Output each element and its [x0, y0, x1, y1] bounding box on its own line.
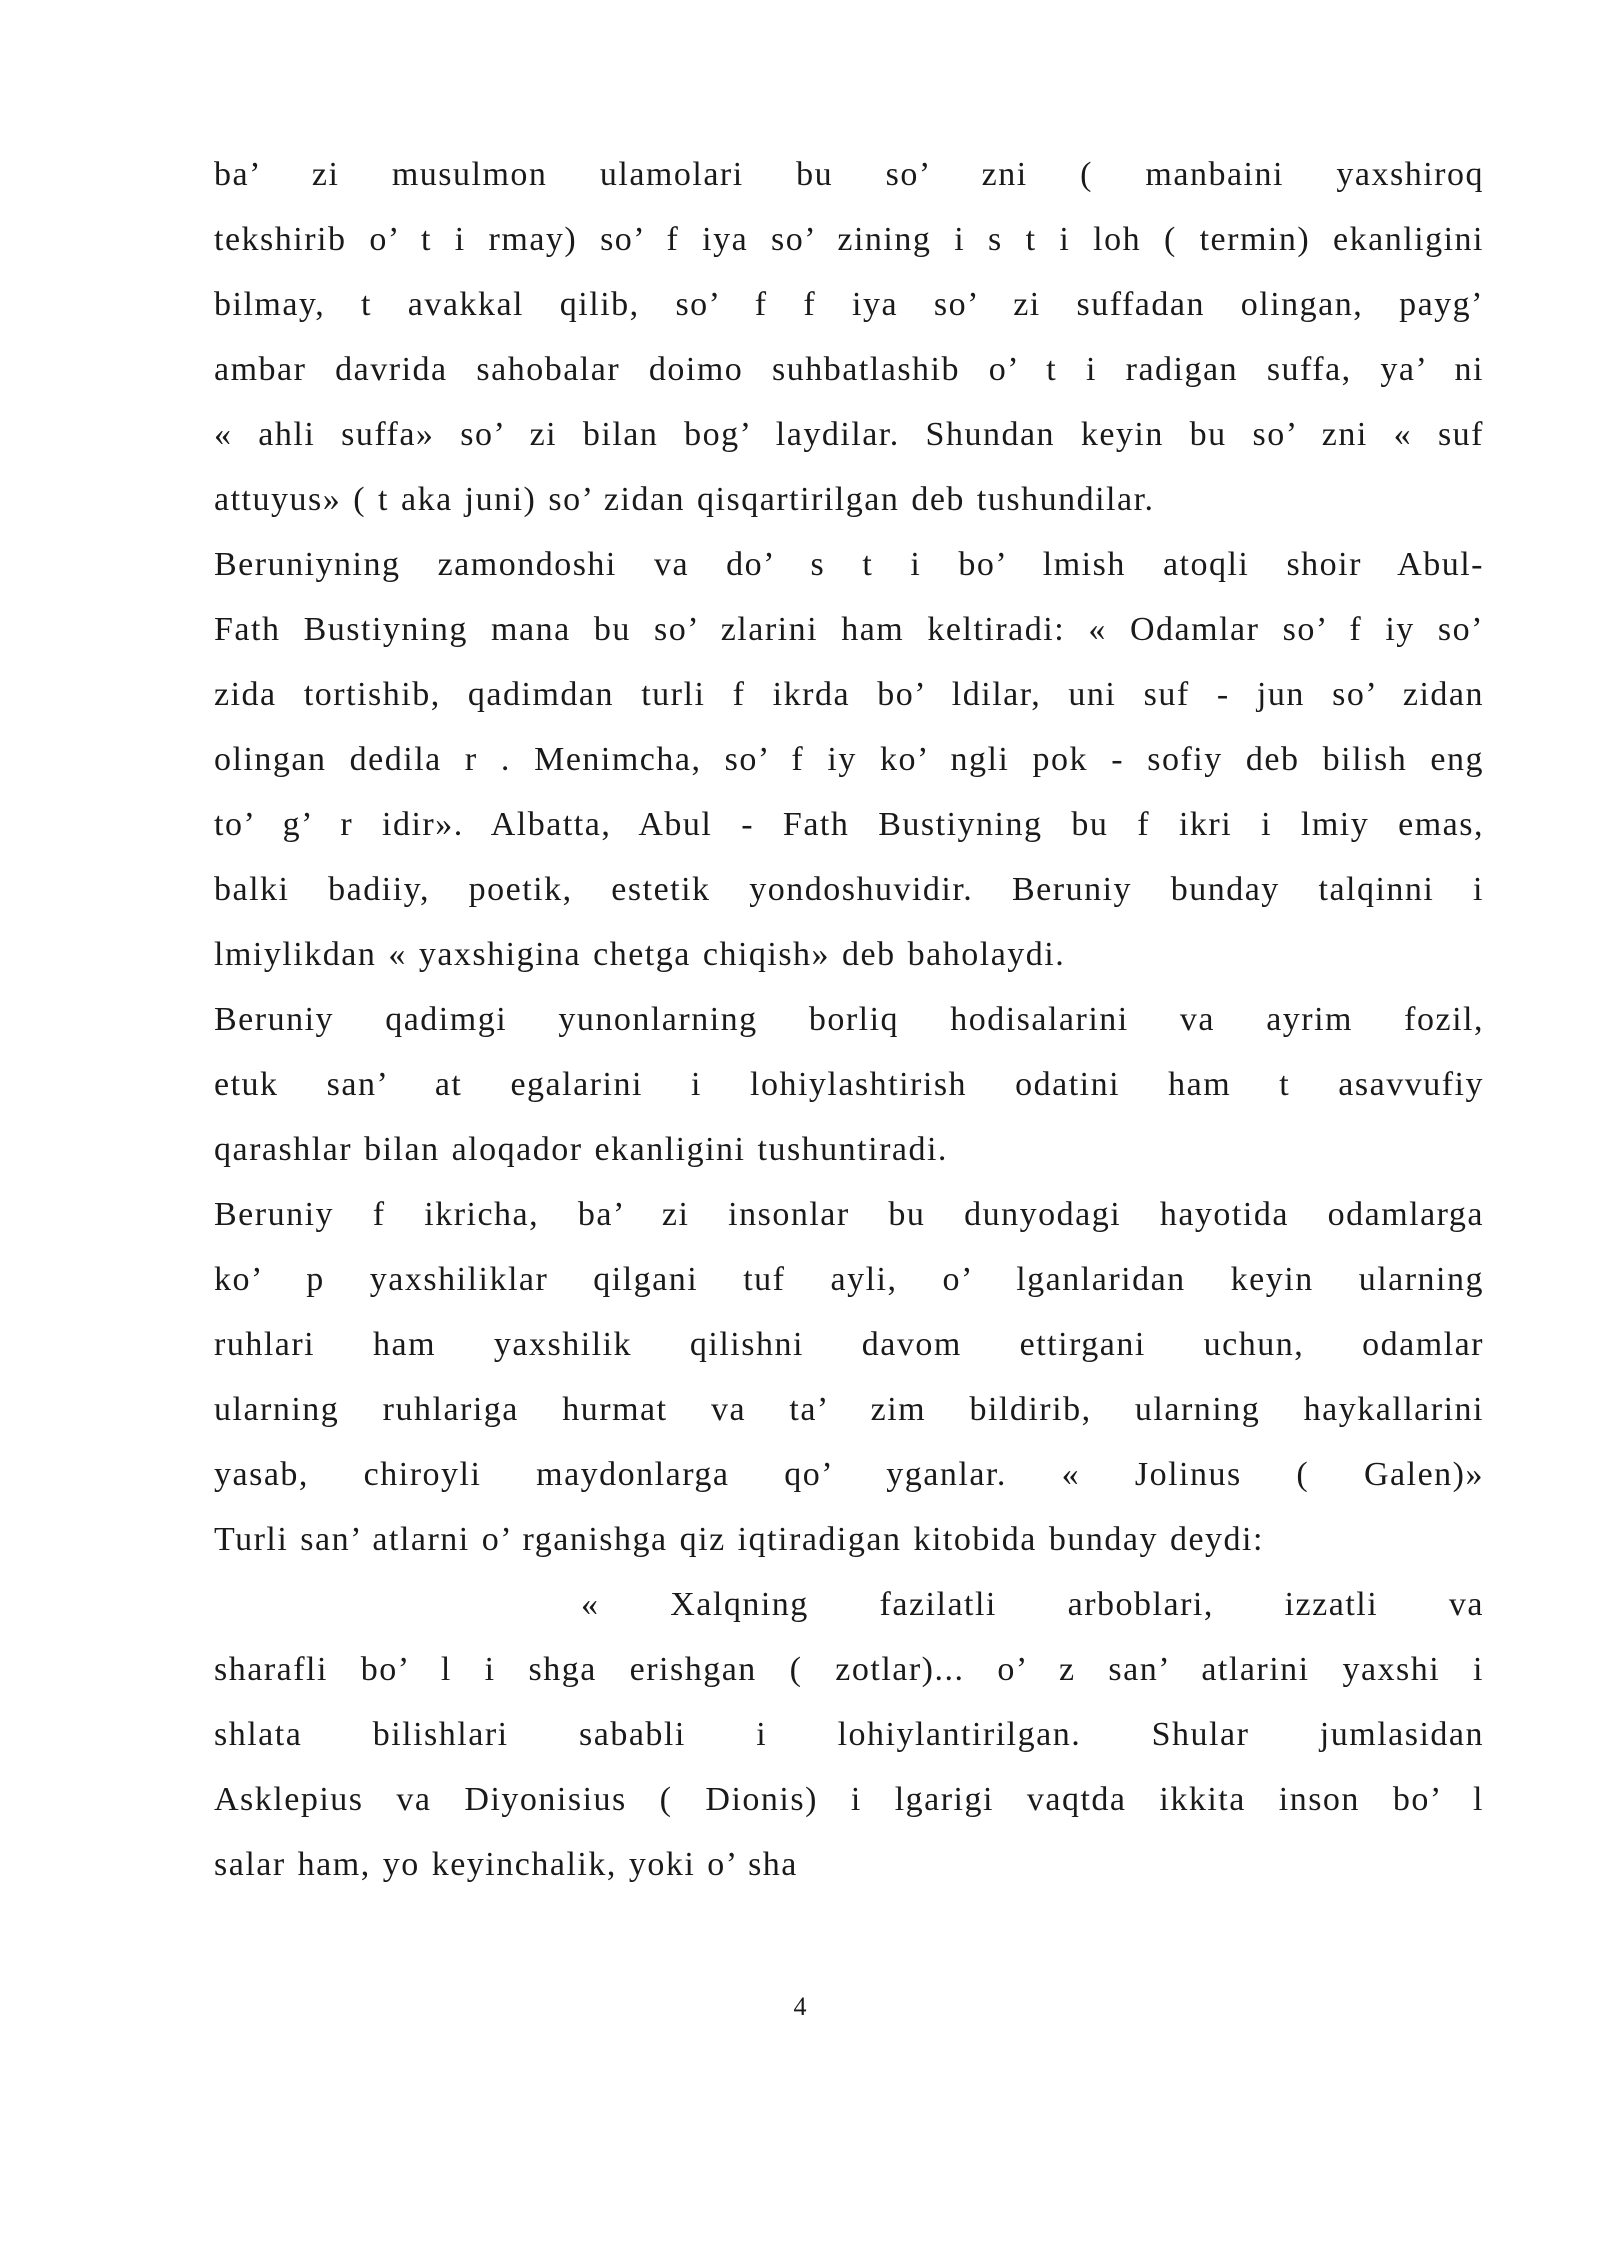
- text-line: zida tortishib, qadimdan turli f ikrda bo’ ldilar, uni suf - jun so’ zidan: [214, 676, 1484, 713]
- text-line: Turli san’ atlarni o’ rganishga qiz iqtiradigan kitobida bunday deydi:: [214, 1521, 1264, 1558]
- text-line: Beruniy f ikricha, ba’ zi insonlar bu dunyodagi hayotida odamlarga: [214, 1196, 1484, 1233]
- text-line: Beruniyning zamondoshi va do’ s t i bo’ lmish atoqli shoir Abul-: [214, 546, 1484, 583]
- text-line: yasab, chiroyli maydonlarga qo’ yganlar. « Jolinus ( Galen)»: [214, 1456, 1484, 1493]
- text-line: ruhlari ham yaxshilik qilishni davom ettirgani uchun, odamlar: [214, 1326, 1484, 1363]
- text-line: qarashlar bilan aloqador ekanligini tushuntiradi.: [214, 1131, 948, 1168]
- text-line: « ahli suffa» so’ zi bilan bog’ laydilar. Shundan keyin bu so’ zni « suf: [214, 416, 1484, 453]
- text-line: Asklepius va Diyonisius ( Dionis) i lgarigi vaqtda ikkita inson bo’ l: [214, 1781, 1484, 1818]
- text-line: ko’ p yaxshiliklar qilgani tuf ayli, o’ lganlaridan keyin ularning: [214, 1261, 1484, 1298]
- text-line: ba’ zi musulmon ulamolari bu so’ zni ( manbaini yaxshiroq: [214, 156, 1484, 193]
- text-line: attuyus» ( t aka juni) so’ zidan qisqartirilgan deb tushundilar.: [214, 481, 1155, 518]
- text-line: shlata bilishlari sababli i lohiylantirilgan. Shular jumlasidan: [214, 1716, 1484, 1753]
- text-line: to’ g’ r idir». Albatta, Abul - Fath Bustiyning bu f ikri i lmiy emas,: [214, 806, 1484, 843]
- text-line: salar ham, yo keyinchalik, yoki o’ sha: [214, 1846, 798, 1883]
- page-number: 4: [793, 1992, 807, 2021]
- text-line: olingan dedila r . Menimcha, so’ f iy ko’ ngli pok - sofiy deb bilish eng: [214, 741, 1484, 778]
- text-line: Beruniy qadimgi yunonlarning borliq hodisalarini va ayrim fozil,: [214, 1001, 1484, 1038]
- text-line: lmiylikdan « yaxshigina chetga chiqish» deb baholaydi.: [214, 936, 1066, 973]
- text-line: bilmay, t avakkal qilib, so’ f f iya so’ zi suffadan olingan, payg’: [214, 286, 1484, 323]
- quote-start-line: « Xalqning fazilatli arboblari, izzatli va: [581, 1586, 1484, 1623]
- text-line: balki badiiy, poetik, estetik yondoshuvidir. Beruniy bunday talqinni i: [214, 871, 1484, 908]
- text-line: etuk san’ at egalarini i lohiylashtirish odatini ham t asavvufiy: [214, 1066, 1484, 1103]
- text-line: ularning ruhlariga hurmat va ta’ zim bildirib, ularning haykallarini: [214, 1391, 1484, 1428]
- text-line: sharafli bo’ l i shga erishgan ( zotlar)... o’ z san’ atlarini yaxshi i: [214, 1651, 1484, 1688]
- text-line: Fath Bustiyning mana bu so’ zlarini ham keltiradi: « Odamlar so’ f iy so’: [214, 611, 1484, 648]
- body-text: [214, 145, 1484, 1900]
- text-line: tekshirib o’ t i rmay) so’ f iya so’ zining i s t i loh ( termin) ekanligini: [214, 221, 1484, 258]
- text-line: ambar davrida sahobalar doimo suhbatlashib o’ t i radigan suffa, ya’ ni: [214, 351, 1484, 388]
